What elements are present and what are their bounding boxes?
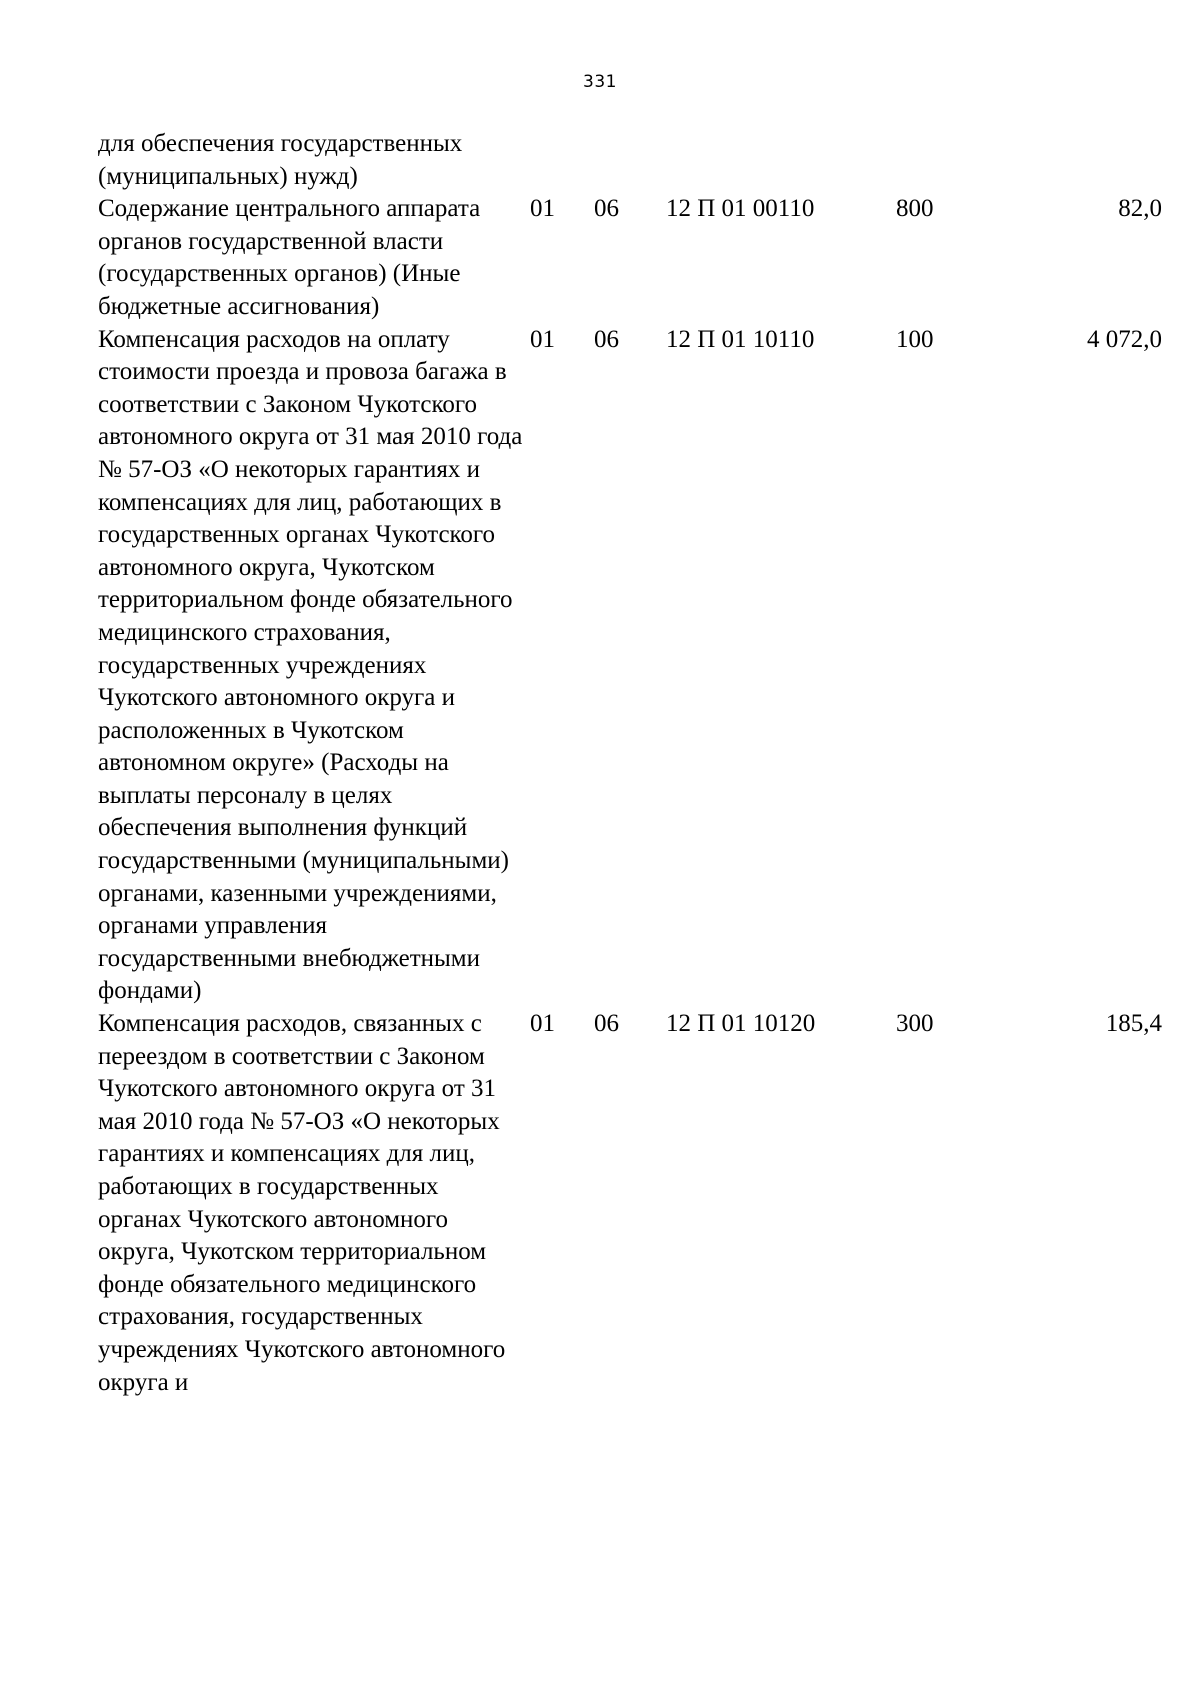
subsection-code: 06 [594, 325, 619, 353]
expense-name: Содержание центрального аппарата органов государственной власти (государственных органов) (Иные бюджетные ассигнования) [98, 195, 481, 320]
amount: 4 072,0 [1087, 325, 1162, 353]
expense-type-code: 300 [896, 1010, 934, 1038]
amount: 82,0 [1118, 195, 1162, 223]
expense-type-code: 100 [896, 325, 934, 353]
target-article-code: 12 П 01 10110 [666, 325, 815, 353]
section-code: 01 [530, 195, 555, 223]
budget-table [98, 128, 1162, 1399]
page-number: 331 [583, 72, 617, 92]
table-row [98, 324, 1162, 1008]
table-row [98, 1008, 1162, 1399]
target-article-code [662, 128, 888, 193]
subsection-code [592, 128, 662, 193]
expense-name: для обеспечения государственных (муниципальных) нужд) [98, 130, 463, 190]
expense-name: Компенсация расходов, связанных с переездом в соответствии с Законом Чукотского автономного округа от 31 мая 2010 года № 57-ОЗ «О некоторых гарантиях и компенсациях для лиц, работающих в государственных органах Чукотского автономного округа, Чукотском территориальном фонде обязательного медицинского страхования, государственных учреждениях Чукотского автономного округа и [98, 1010, 506, 1396]
table-row [98, 128, 1162, 193]
section-code: 01 [530, 325, 555, 353]
target-article-code: 12 П 01 10120 [666, 1010, 816, 1038]
subsection-code: 06 [594, 195, 619, 223]
amount [988, 128, 1162, 193]
subsection-code: 06 [594, 1010, 619, 1038]
target-article-code: 12 П 01 00110 [666, 195, 815, 223]
amount: 185,4 [1105, 1010, 1162, 1038]
table-row [98, 193, 1162, 323]
section-code: 01 [530, 1010, 555, 1038]
expense-type-code: 800 [896, 195, 934, 223]
expense-name: Компенсация расходов на оплату стоимости проезда и провоза багажа в соответствии с Законом Чукотского автономного округа от 31 мая 2010 года № 57-ОЗ «О некоторых гарантиях и компенсациях для лиц, работающих в государственных органах Чукотского автономного округа, Чукотском территориальном фонде обязательного медицинского страхования, государственных учреждениях Чукотского автономного округа и расположенных в Чукотском автономном округе» (Расходы на выплаты персоналу в целях обеспечения выполнения функций государственными (муниципальными) органами, казенными учреждениями, органами управления государственными внебюджетными фондами) [98, 325, 523, 1005]
section-code [526, 128, 592, 193]
expense-type-code [888, 128, 988, 193]
